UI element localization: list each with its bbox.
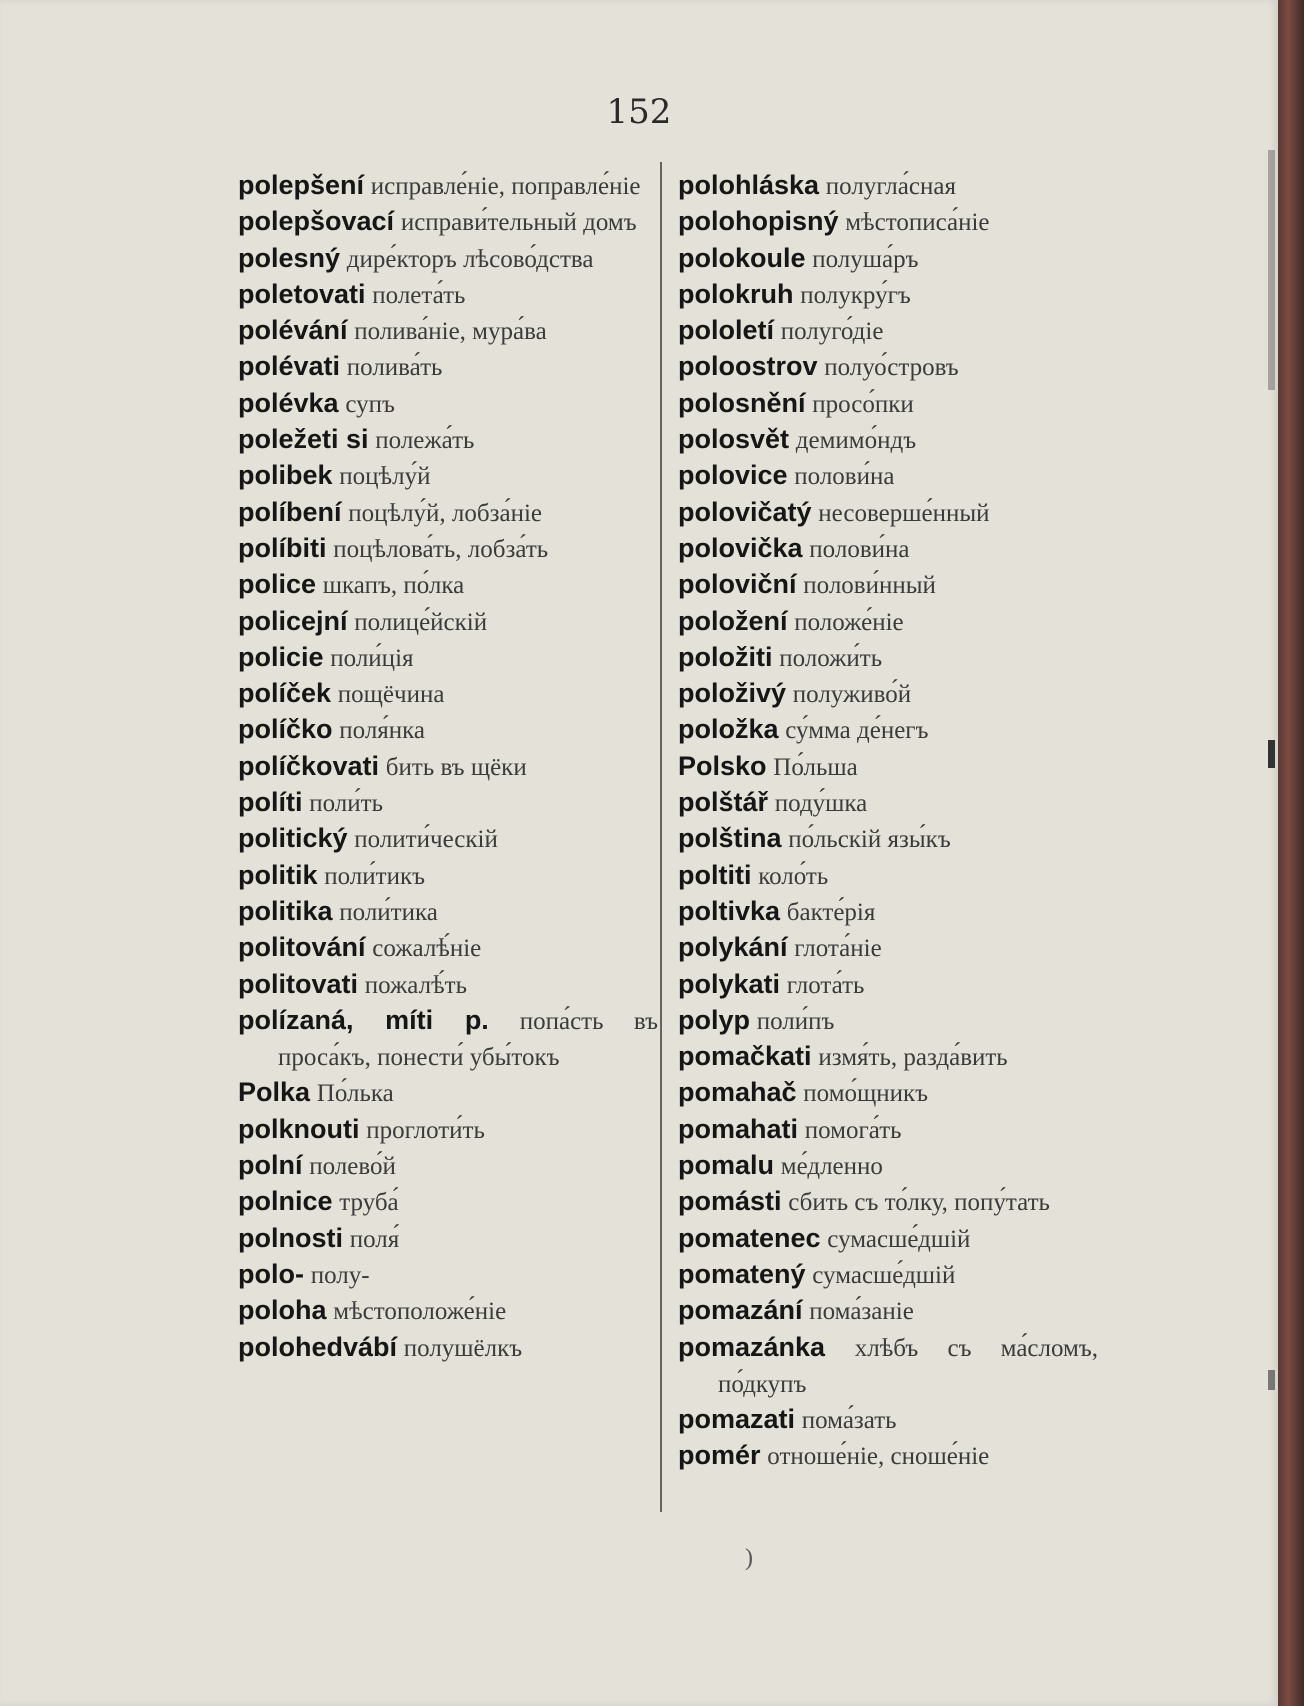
column-divider <box>660 162 662 1512</box>
translation: полуго́діе <box>780 318 884 346</box>
headword: políti <box>238 787 303 818</box>
dictionary-entry <box>238 894 658 930</box>
headword: polohláska <box>678 170 820 200</box>
translation: труба́ <box>339 1189 399 1217</box>
headword: políčko <box>238 714 333 745</box>
headword: polepšovací <box>238 206 395 237</box>
dictionary-entry <box>238 1075 658 1111</box>
headword: polepšení <box>238 170 365 200</box>
headword: polovičatý <box>678 496 812 527</box>
translation: полежа́ть <box>375 427 475 455</box>
headword: polízaná, míti p. <box>238 1004 489 1035</box>
translation: сумасше́дшій <box>827 1225 971 1253</box>
dictionary-entry <box>678 1438 1098 1474</box>
page-edge-mark <box>1268 1370 1275 1390</box>
headword: polokoule <box>678 242 806 273</box>
translation: исправи́тельный домъ <box>400 209 637 237</box>
translation: мѣстописа́ніе <box>845 209 990 237</box>
dictionary-entry <box>238 422 658 458</box>
headword: Polka <box>238 1077 311 1108</box>
dictionary-entry <box>238 1293 658 1329</box>
dictionary-entry <box>678 422 1098 458</box>
dictionary-entry <box>238 604 658 640</box>
headword: položení <box>678 605 788 636</box>
translation: поцѣлова́ть, лобза́ть <box>333 535 549 563</box>
dictionary-entry <box>678 1330 1098 1403</box>
translation: бить въ щёки <box>385 753 527 781</box>
translation: поли́пъ <box>756 1007 835 1035</box>
translation: По́льша <box>773 753 858 781</box>
dictionary-entry <box>678 1148 1098 1184</box>
right-column <box>678 168 1098 1475</box>
headword: poltiti <box>678 859 752 890</box>
headword: pomahač <box>678 1077 797 1108</box>
translation: поли́тика <box>339 898 438 926</box>
headword: poležeti si <box>238 424 369 455</box>
dictionary-entry <box>238 458 658 494</box>
dictionary-entry <box>678 749 1098 785</box>
dictionary-entry <box>678 640 1098 676</box>
headword: pomatený <box>678 1258 806 1289</box>
translation: полити́ческій <box>354 826 498 854</box>
translation: полива́ть <box>346 354 443 382</box>
dictionary-entry <box>678 1039 1098 1075</box>
translation: поцѣлу́й <box>339 463 431 491</box>
headword: pomér <box>678 1440 761 1471</box>
translation: проглоти́ть <box>366 1116 485 1144</box>
dictionary-entry <box>678 894 1098 930</box>
page-edge-mark <box>1268 740 1275 768</box>
dictionary-entry <box>678 604 1098 640</box>
dictionary-entry <box>238 821 658 857</box>
headword: pomásti <box>678 1186 782 1217</box>
dictionary-entry <box>238 640 658 676</box>
headword: položivý <box>678 678 787 709</box>
dictionary-entry <box>678 168 1098 204</box>
dictionary-entry <box>238 567 658 603</box>
dictionary-entry <box>238 712 658 748</box>
translation: поду́шка <box>774 790 868 818</box>
dictionary-entry <box>678 1112 1098 1148</box>
translation: глота́ть <box>786 971 865 999</box>
dictionary-entry <box>678 858 1098 894</box>
headword: polní <box>238 1150 303 1181</box>
headword: politování <box>238 932 366 963</box>
dictionary-entry <box>238 277 658 313</box>
dictionary-entry <box>678 1075 1098 1111</box>
dictionary-entry <box>238 1257 658 1293</box>
headword: polévati <box>238 351 341 382</box>
translation: по́льскій язы́къ <box>788 826 951 854</box>
translation: поли́ть <box>309 790 383 818</box>
headword: policie <box>238 641 324 672</box>
headword: polykání <box>678 932 788 963</box>
dictionary-entry <box>678 967 1098 1003</box>
translation: ме́дленно <box>780 1153 883 1181</box>
translation: сбить съ то́лку, попу́тать <box>788 1189 1050 1217</box>
headword: polibek <box>238 460 333 491</box>
dictionary-entry <box>678 567 1098 603</box>
dictionary-entry <box>238 1003 658 1076</box>
headword: pomazati <box>678 1404 796 1435</box>
dictionary-entry <box>238 495 658 531</box>
dictionary-entry <box>678 277 1098 313</box>
translation: помога́ть <box>804 1116 902 1144</box>
headword: politický <box>238 823 348 854</box>
dictionary-entry <box>678 495 1098 531</box>
dictionary-entry <box>238 930 658 966</box>
headword: políbení <box>238 496 342 527</box>
translation: пожалѣ́ть <box>364 971 467 999</box>
dictionary-entry <box>678 531 1098 567</box>
translation: полуживо́й <box>792 681 912 709</box>
translation: исправле́ніе, поправле́ніе <box>370 173 641 200</box>
translation: положи́ть <box>779 644 883 672</box>
headword: pomazánka <box>678 1331 826 1362</box>
dictionary-entry <box>678 1184 1098 1220</box>
headword: polohedvábí <box>238 1331 398 1362</box>
headword: polo- <box>238 1258 304 1289</box>
page-edge-mark <box>1268 150 1275 390</box>
headword: polesný <box>238 242 341 273</box>
headword: položka <box>678 714 779 745</box>
footer-mark: ) <box>745 1545 753 1571</box>
translation: полево́й <box>309 1153 396 1181</box>
translation: попа́сть въ проса́къ, понести́ убы́токъ <box>278 1007 659 1072</box>
translation: просо́пки <box>812 390 914 418</box>
translation: су́мма де́негъ <box>785 717 929 745</box>
translation: поля́ <box>349 1225 400 1253</box>
page-number: 152 <box>606 92 672 132</box>
dictionary-entry <box>238 858 658 894</box>
dictionary-entry <box>678 676 1098 712</box>
dictionary-entry <box>238 204 658 240</box>
headword: políbiti <box>238 532 327 563</box>
translation: поцѣлу́й, лобза́ніе <box>348 499 543 527</box>
dictionary-entry <box>238 349 658 385</box>
headword: polnosti <box>238 1222 343 1253</box>
headword: poltivka <box>678 895 781 926</box>
translation: супъ <box>345 390 395 418</box>
headword: polévání <box>238 315 348 346</box>
dictionary-entry <box>678 386 1098 422</box>
headword: polykati <box>678 968 781 999</box>
headword: polévka <box>238 387 339 418</box>
headword: polština <box>678 823 782 854</box>
headword: polyp <box>678 1004 750 1035</box>
translation: демимо́ндъ <box>795 427 917 455</box>
translation: поли́ція <box>330 644 414 672</box>
translation: бакте́рія <box>786 898 876 926</box>
dictionary-entry <box>678 712 1098 748</box>
dictionary-entry <box>238 676 658 712</box>
translation: хлѣбъ съ ма́сломъ, по́дкупъ <box>718 1334 1099 1398</box>
headword: polovice <box>678 460 788 491</box>
translation: шкапъ, по́лка <box>322 572 465 600</box>
dictionary-entry <box>678 1257 1098 1293</box>
headword: poloviční <box>678 569 797 600</box>
translation: поля́нка <box>339 717 426 745</box>
translation: полива́ніе, мура́ва <box>354 318 547 346</box>
headword: polštář <box>678 787 769 818</box>
headword: politika <box>238 895 333 926</box>
dictionary-entry <box>678 1003 1098 1039</box>
translation: положе́ніе <box>794 608 904 636</box>
headword: polovička <box>678 532 803 563</box>
translation: измя́ть, разда́вить <box>818 1044 1008 1072</box>
dictionary-entry <box>238 1330 658 1366</box>
headword: pomatenec <box>678 1222 821 1253</box>
dictionary-entry <box>238 785 658 821</box>
headword: pomazání <box>678 1295 803 1326</box>
headword: polnice <box>238 1186 333 1217</box>
headword: políček <box>238 678 332 709</box>
dictionary-entry <box>238 749 658 785</box>
dictionary-entry <box>238 1221 658 1257</box>
translation: полуша́ръ <box>812 245 919 273</box>
translation: полушёлкъ <box>403 1334 523 1362</box>
translation: полови́на <box>809 535 910 563</box>
headword: polokruh <box>678 278 794 309</box>
headword: pomačkati <box>678 1041 812 1072</box>
headword: políčkovati <box>238 750 380 781</box>
translation: полуо́стровъ <box>824 354 959 382</box>
headword: poloha <box>238 1295 327 1326</box>
dictionary-entry <box>678 930 1098 966</box>
dictionary-entry <box>678 313 1098 349</box>
dictionary-entry <box>678 349 1098 385</box>
headword: pomahati <box>678 1113 799 1144</box>
dictionary-entry <box>238 313 658 349</box>
dictionary-entry <box>678 785 1098 821</box>
translation: пома́заніе <box>809 1298 914 1326</box>
translation: полета́ть <box>372 281 466 309</box>
translation: пощёчина <box>337 681 445 709</box>
headword: politovati <box>238 968 358 999</box>
headword: poloostrov <box>678 351 818 382</box>
dictionary-entry <box>678 204 1098 240</box>
headword: polosnění <box>678 387 806 418</box>
book-spine <box>1278 0 1304 1706</box>
headword: polknouti <box>238 1113 360 1144</box>
dictionary-entry <box>678 1221 1098 1257</box>
headword: polosvět <box>678 424 790 455</box>
headword: policejní <box>238 605 348 636</box>
translation: полице́йскій <box>354 608 488 636</box>
headword: polohopisný <box>678 206 839 237</box>
dictionary-entry <box>238 1148 658 1184</box>
translation: отноше́ніе, сноше́ніе <box>767 1443 990 1471</box>
translation: несоверше́нный <box>818 499 990 527</box>
translation: полови́нный <box>803 572 936 600</box>
dictionary-entry <box>238 531 658 567</box>
translation: полукру́гъ <box>800 281 911 309</box>
dictionary-entry <box>678 1293 1098 1329</box>
headword: pomalu <box>678 1150 775 1181</box>
dictionary-entry <box>238 386 658 422</box>
translation: полови́на <box>794 463 895 491</box>
dictionary-entry <box>238 168 658 204</box>
translation: коло́ть <box>758 862 829 890</box>
translation: сожалѣ́ніе <box>372 935 482 963</box>
translation: сумасше́дшій <box>812 1261 956 1289</box>
translation: дире́кторъ лѣсово́дства <box>346 245 594 273</box>
translation: мѣстоположе́ніе <box>333 1298 507 1326</box>
dictionary-entry <box>238 1112 658 1148</box>
dictionary-entry <box>678 458 1098 494</box>
dictionary-entry <box>238 1184 658 1220</box>
translation: полу- <box>310 1261 370 1289</box>
translation: поли́тикъ <box>324 862 426 890</box>
dictionary-entry <box>678 1402 1098 1438</box>
dictionary-entry <box>238 967 658 1003</box>
headword: poletovati <box>238 278 366 309</box>
translation: помо́щникъ <box>803 1080 929 1108</box>
headword: Polsko <box>678 750 767 781</box>
translation: глота́ніе <box>794 935 882 963</box>
headword: položiti <box>678 641 773 672</box>
dictionary-entry <box>678 241 1098 277</box>
dictionary-entry <box>678 821 1098 857</box>
headword: pololetí <box>678 315 774 346</box>
translation: полугла́сная <box>825 173 956 200</box>
headword: politik <box>238 859 318 890</box>
dictionary-entry <box>238 241 658 277</box>
translation: пома́зать <box>801 1407 897 1435</box>
translation: По́лька <box>316 1080 394 1108</box>
headword: police <box>238 569 317 600</box>
left-column <box>238 168 658 1366</box>
